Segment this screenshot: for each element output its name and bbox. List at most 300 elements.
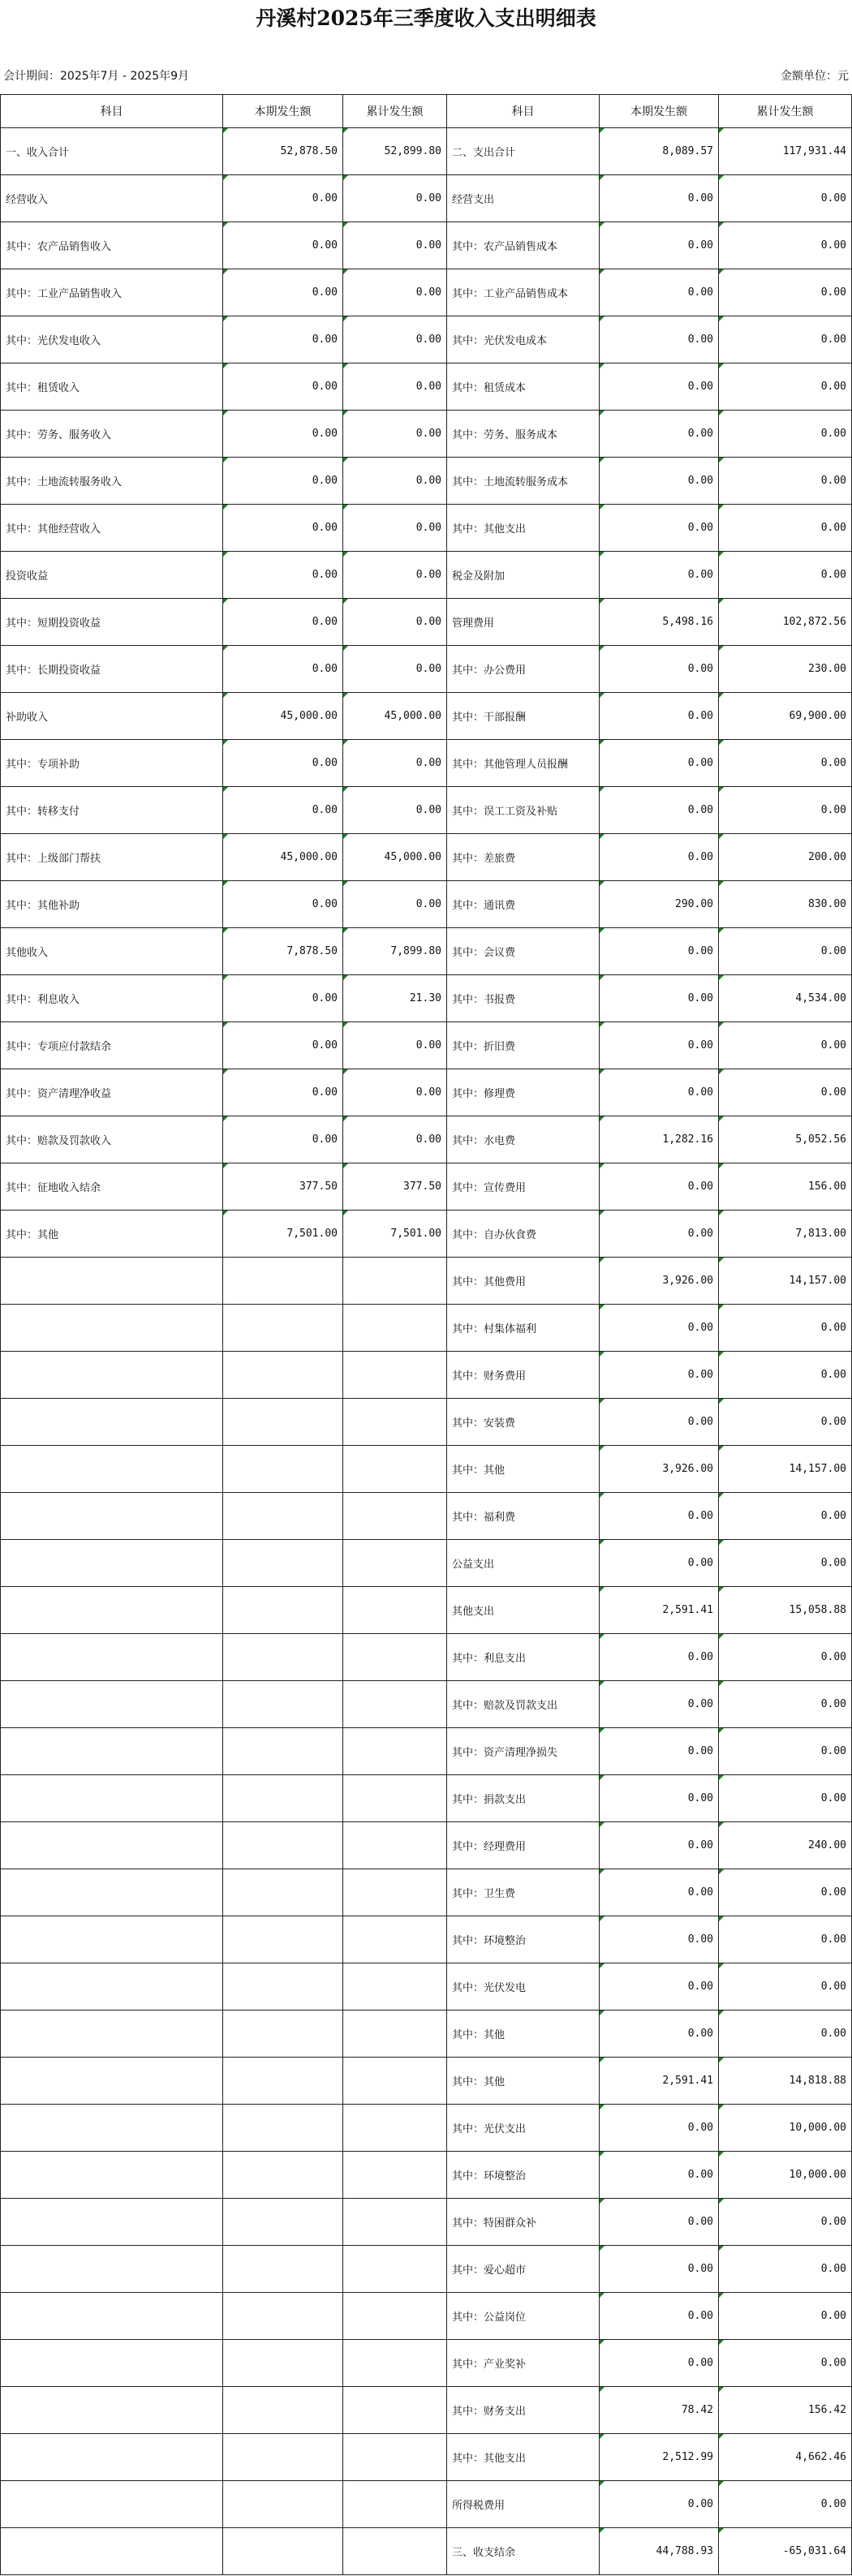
right-cumulative-amount-cell: 0.00: [719, 1728, 852, 1775]
right-subject-cell: 其中：办公费用: [447, 646, 600, 693]
table-row: [1, 1775, 852, 1822]
table-body: [1, 128, 852, 2575]
right-subject-cell: 其中：宣传费用: [447, 1163, 600, 1211]
right-current-amount-cell: 0.00: [600, 1775, 719, 1822]
right-current-amount-cell: 0.00: [600, 552, 719, 599]
table-row: [1, 128, 852, 175]
left-current-amount-cell: 0.00: [223, 175, 343, 222]
left-current-amount-cell: 52,878.50: [223, 128, 343, 175]
table-row: [1, 646, 852, 693]
right-current-amount-cell: 0.00: [600, 975, 719, 1022]
right-cumulative-amount-cell: 0.00: [719, 1681, 852, 1728]
left-cumulative-amount-cell: [343, 1446, 447, 1493]
left-cumulative-amount-cell: [343, 2293, 447, 2340]
table-row: [1, 881, 852, 928]
right-subject-cell: 管理费用: [447, 599, 600, 646]
right-cumulative-amount-cell: 14,818.88: [719, 2058, 852, 2105]
left-cumulative-amount-cell: [343, 1305, 447, 1352]
table-row: [1, 2434, 852, 2481]
right-cumulative-amount-cell: 10,000.00: [719, 2152, 852, 2199]
table-row: [1, 458, 852, 505]
left-subject-cell: [1, 1681, 223, 1728]
left-current-amount-cell: [223, 1352, 343, 1399]
left-subject-cell: [1, 2528, 223, 2575]
right-current-amount-cell: 0.00: [600, 505, 719, 552]
left-current-amount-cell: [223, 1728, 343, 1775]
right-cumulative-amount-cell: 15,058.88: [719, 1587, 852, 1634]
left-cumulative-amount-cell: 7,899.80: [343, 928, 447, 975]
right-cumulative-amount-cell: 0.00: [719, 1869, 852, 1916]
header-cumulative-right: 累计发生额: [719, 95, 852, 128]
right-cumulative-amount-cell: 830.00: [719, 881, 852, 928]
table-row: [1, 1211, 852, 1258]
left-cumulative-amount-cell: 21.30: [343, 975, 447, 1022]
right-subject-cell: 其中：公益岗位: [447, 2293, 600, 2340]
left-current-amount-cell: [223, 2481, 343, 2528]
left-cumulative-amount-cell: 0.00: [343, 175, 447, 222]
table-row: [1, 1022, 852, 1069]
right-current-amount-cell: 0.00: [600, 458, 719, 505]
right-subject-cell: 其中：村集体福利: [447, 1305, 600, 1352]
left-cumulative-amount-cell: 45,000.00: [343, 693, 447, 740]
table-row: [1, 2481, 852, 2528]
right-cumulative-amount-cell: 117,931.44: [719, 128, 852, 175]
right-cumulative-amount-cell: 0.00: [719, 2340, 852, 2387]
left-subject-cell: 其中：短期投资收益: [1, 599, 223, 646]
right-subject-cell: 其中：土地流转服务成本: [447, 458, 600, 505]
accounting-period: 会计期间：2025年7月 - 2025年9月: [3, 70, 190, 83]
right-current-amount-cell: 3,926.00: [600, 1446, 719, 1493]
right-current-amount-cell: 2,591.41: [600, 2058, 719, 2105]
table-row: [1, 1869, 852, 1916]
left-current-amount-cell: 0.00: [223, 599, 343, 646]
left-cumulative-amount-cell: [343, 1916, 447, 1963]
left-current-amount-cell: [223, 1540, 343, 1587]
left-subject-cell: [1, 1305, 223, 1352]
right-subject-cell: 其中：差旅费: [447, 834, 600, 881]
left-subject-cell: [1, 1352, 223, 1399]
left-cumulative-amount-cell: [343, 1728, 447, 1775]
left-current-amount-cell: 0.00: [223, 1069, 343, 1116]
right-subject-cell: 其中：其他支出: [447, 2434, 600, 2481]
left-current-amount-cell: 0.00: [223, 269, 343, 316]
left-current-amount-cell: [223, 1446, 343, 1493]
left-current-amount-cell: 0.00: [223, 787, 343, 834]
left-subject-cell: 其中：专项应付款结余: [1, 1022, 223, 1069]
right-cumulative-amount-cell: 0.00: [719, 740, 852, 787]
left-subject-cell: 其他收入: [1, 928, 223, 975]
right-cumulative-amount-cell: 0.00: [719, 269, 852, 316]
left-current-amount-cell: [223, 1869, 343, 1916]
left-subject-cell: [1, 2387, 223, 2434]
right-current-amount-cell: 0.00: [600, 693, 719, 740]
header-current-right: 本期发生额: [600, 95, 719, 128]
left-subject-cell: [1, 1399, 223, 1446]
left-subject-cell: 补助收入: [1, 693, 223, 740]
right-cumulative-amount-cell: 230.00: [719, 646, 852, 693]
right-current-amount-cell: 44,788.93: [600, 2528, 719, 2575]
left-cumulative-amount-cell: [343, 2058, 447, 2105]
table-row: [1, 787, 852, 834]
left-current-amount-cell: [223, 2105, 343, 2152]
right-cumulative-amount-cell: 0.00: [719, 175, 852, 222]
left-cumulative-amount-cell: 0.00: [343, 505, 447, 552]
left-subject-cell: 其中：上级部门帮扶: [1, 834, 223, 881]
left-current-amount-cell: 0.00: [223, 975, 343, 1022]
table-row: [1, 1916, 852, 1963]
right-subject-cell: 其中：通讯费: [447, 881, 600, 928]
left-subject-cell: 其中：专项补助: [1, 740, 223, 787]
left-subject-cell: [1, 2105, 223, 2152]
left-current-amount-cell: 7,878.50: [223, 928, 343, 975]
left-cumulative-amount-cell: 0.00: [343, 646, 447, 693]
left-current-amount-cell: [223, 2152, 343, 2199]
left-current-amount-cell: [223, 1587, 343, 1634]
right-current-amount-cell: 0.00: [600, 2010, 719, 2058]
left-current-amount-cell: 45,000.00: [223, 693, 343, 740]
right-current-amount-cell: 78.42: [600, 2387, 719, 2434]
right-current-amount-cell: 0.00: [600, 2105, 719, 2152]
left-subject-cell: 其中：工业产品销售收入: [1, 269, 223, 316]
right-cumulative-amount-cell: 0.00: [719, 2199, 852, 2246]
right-cumulative-amount-cell: 5,052.56: [719, 1116, 852, 1163]
left-cumulative-amount-cell: 0.00: [343, 599, 447, 646]
left-cumulative-amount-cell: 377.50: [343, 1163, 447, 1211]
table-row: [1, 1399, 852, 1446]
table-row: [1, 552, 852, 599]
right-subject-cell: 其中：工业产品销售成本: [447, 269, 600, 316]
table-row: [1, 834, 852, 881]
right-current-amount-cell: 0.00: [600, 646, 719, 693]
right-current-amount-cell: 0.00: [600, 1869, 719, 1916]
right-current-amount-cell: 0.00: [600, 1163, 719, 1211]
table-row: [1, 2528, 852, 2575]
left-cumulative-amount-cell: [343, 1587, 447, 1634]
right-current-amount-cell: 8,089.57: [600, 128, 719, 175]
left-cumulative-amount-cell: [343, 1775, 447, 1822]
right-current-amount-cell: 0.00: [600, 2199, 719, 2246]
left-subject-cell: [1, 1822, 223, 1869]
table-row: [1, 2199, 852, 2246]
right-subject-cell: 经营支出: [447, 175, 600, 222]
table-row: [1, 2246, 852, 2293]
right-subject-cell: 其中：财务费用: [447, 1352, 600, 1399]
left-subject-cell: 其中：资产清理净收益: [1, 1069, 223, 1116]
left-cumulative-amount-cell: 0.00: [343, 787, 447, 834]
left-current-amount-cell: [223, 1493, 343, 1540]
right-cumulative-amount-cell: 0.00: [719, 1916, 852, 1963]
right-current-amount-cell: 0.00: [600, 1681, 719, 1728]
right-current-amount-cell: 0.00: [600, 2340, 719, 2387]
left-subject-cell: 其中：租赁收入: [1, 363, 223, 411]
left-subject-cell: 其中：其他经营收入: [1, 505, 223, 552]
right-current-amount-cell: 290.00: [600, 881, 719, 928]
left-cumulative-amount-cell: 0.00: [343, 552, 447, 599]
right-current-amount-cell: 0.00: [600, 2293, 719, 2340]
left-current-amount-cell: 0.00: [223, 740, 343, 787]
left-current-amount-cell: 0.00: [223, 458, 343, 505]
left-cumulative-amount-cell: [343, 1869, 447, 1916]
right-subject-cell: 其中：水电费: [447, 1116, 600, 1163]
right-cumulative-amount-cell: 102,872.56: [719, 599, 852, 646]
table-row: [1, 1163, 852, 1211]
left-current-amount-cell: 0.00: [223, 411, 343, 458]
left-current-amount-cell: [223, 1634, 343, 1681]
left-current-amount-cell: 377.50: [223, 1163, 343, 1211]
right-current-amount-cell: 0.00: [600, 1069, 719, 1116]
right-cumulative-amount-cell: 0.00: [719, 458, 852, 505]
left-current-amount-cell: [223, 1775, 343, 1822]
left-cumulative-amount-cell: [343, 2010, 447, 2058]
table-row: [1, 1587, 852, 1634]
right-current-amount-cell: 0.00: [600, 834, 719, 881]
right-subject-cell: 其中：其他: [447, 2058, 600, 2105]
left-current-amount-cell: [223, 1916, 343, 1963]
right-subject-cell: 其中：卫生费: [447, 1869, 600, 1916]
right-current-amount-cell: 0.00: [600, 2152, 719, 2199]
right-current-amount-cell: 0.00: [600, 316, 719, 363]
right-cumulative-amount-cell: 240.00: [719, 1822, 852, 1869]
left-cumulative-amount-cell: 52,899.80: [343, 128, 447, 175]
left-subject-cell: 其中：其他补助: [1, 881, 223, 928]
right-current-amount-cell: 0.00: [600, 2481, 719, 2528]
left-current-amount-cell: 45,000.00: [223, 834, 343, 881]
right-subject-cell: 其中：光伏发电: [447, 1963, 600, 2010]
table-row: [1, 2340, 852, 2387]
left-cumulative-amount-cell: [343, 2387, 447, 2434]
left-subject-cell: [1, 1963, 223, 2010]
right-cumulative-amount-cell: 0.00: [719, 2293, 852, 2340]
left-subject-cell: [1, 1446, 223, 1493]
left-cumulative-amount-cell: 0.00: [343, 411, 447, 458]
left-cumulative-amount-cell: 0.00: [343, 363, 447, 411]
left-cumulative-amount-cell: [343, 1493, 447, 1540]
right-cumulative-amount-cell: 0.00: [719, 1634, 852, 1681]
right-subject-cell: 其中：资产清理净损失: [447, 1728, 600, 1775]
right-current-amount-cell: 0.00: [600, 411, 719, 458]
right-current-amount-cell: 0.00: [600, 1822, 719, 1869]
right-subject-cell: 其中：其他管理人员报酬: [447, 740, 600, 787]
right-subject-cell: 其中：产业奖补: [447, 2340, 600, 2387]
right-cumulative-amount-cell: 0.00: [719, 1540, 852, 1587]
left-current-amount-cell: [223, 1258, 343, 1305]
left-current-amount-cell: 0.00: [223, 363, 343, 411]
table-row: [1, 2152, 852, 2199]
table-row: [1, 1446, 852, 1493]
right-subject-cell: 二、支出合计: [447, 128, 600, 175]
table-row: [1, 928, 852, 975]
right-cumulative-amount-cell: 0.00: [719, 1775, 852, 1822]
left-current-amount-cell: 0.00: [223, 881, 343, 928]
left-current-amount-cell: 0.00: [223, 1116, 343, 1163]
right-subject-cell: 所得税费用: [447, 2481, 600, 2528]
table-row: [1, 599, 852, 646]
left-current-amount-cell: 0.00: [223, 222, 343, 269]
right-current-amount-cell: 0.00: [600, 1963, 719, 2010]
right-subject-cell: 其中：其他: [447, 2010, 600, 2058]
left-subject-cell: [1, 1258, 223, 1305]
left-cumulative-amount-cell: [343, 1352, 447, 1399]
right-subject-cell: 其中：其他: [447, 1446, 600, 1493]
left-subject-cell: [1, 2481, 223, 2528]
right-current-amount-cell: 0.00: [600, 787, 719, 834]
right-subject-cell: 税金及附加: [447, 552, 600, 599]
right-subject-cell: 其中：赔款及罚款支出: [447, 1681, 600, 1728]
left-subject-cell: 其中：征地收入结余: [1, 1163, 223, 1211]
left-cumulative-amount-cell: 0.00: [343, 1069, 447, 1116]
left-cumulative-amount-cell: 0.00: [343, 458, 447, 505]
right-current-amount-cell: 0.00: [600, 1022, 719, 1069]
right-cumulative-amount-cell: 0.00: [719, 2010, 852, 2058]
right-subject-cell: 公益支出: [447, 1540, 600, 1587]
left-cumulative-amount-cell: [343, 2481, 447, 2528]
right-cumulative-amount-cell: 0.00: [719, 316, 852, 363]
left-subject-cell: 一、收入合计: [1, 128, 223, 175]
right-current-amount-cell: 0.00: [600, 1540, 719, 1587]
left-subject-cell: [1, 1869, 223, 1916]
right-cumulative-amount-cell: 0.00: [719, 2481, 852, 2528]
right-current-amount-cell: 0.00: [600, 1634, 719, 1681]
table-header-row: [1, 95, 852, 128]
left-cumulative-amount-cell: [343, 2199, 447, 2246]
right-subject-cell: 其中：干部报酬: [447, 693, 600, 740]
left-cumulative-amount-cell: [343, 1681, 447, 1728]
right-subject-cell: 其他支出: [447, 1587, 600, 1634]
right-subject-cell: 其中：捐款支出: [447, 1775, 600, 1822]
left-current-amount-cell: [223, 2293, 343, 2340]
left-subject-cell: 其中：利息收入: [1, 975, 223, 1022]
left-current-amount-cell: [223, 2340, 343, 2387]
table-row: [1, 2058, 852, 2105]
table-row: [1, 505, 852, 552]
header-current-left: 本期发生额: [223, 95, 343, 128]
report-title: 丹溪村2025年三季度收入支出明细表: [256, 6, 596, 30]
right-cumulative-amount-cell: 4,662.46: [719, 2434, 852, 2481]
right-subject-cell: 其中：光伏发电成本: [447, 316, 600, 363]
right-current-amount-cell: 2,591.41: [600, 1587, 719, 1634]
left-cumulative-amount-cell: [343, 2340, 447, 2387]
table-row: [1, 1681, 852, 1728]
table-row: [1, 1352, 852, 1399]
right-subject-cell: 其中：安装费: [447, 1399, 600, 1446]
left-subject-cell: [1, 1728, 223, 1775]
right-cumulative-amount-cell: 156.42: [719, 2387, 852, 2434]
right-current-amount-cell: 5,498.16: [600, 599, 719, 646]
right-current-amount-cell: 0.00: [600, 740, 719, 787]
left-subject-cell: 其中：长期投资收益: [1, 646, 223, 693]
right-cumulative-amount-cell: 0.00: [719, 505, 852, 552]
table-row: [1, 1540, 852, 1587]
right-cumulative-amount-cell: 0.00: [719, 1022, 852, 1069]
right-subject-cell: 其中：劳务、服务成本: [447, 411, 600, 458]
right-cumulative-amount-cell: 0.00: [719, 1069, 852, 1116]
right-subject-cell: 其中：利息支出: [447, 1634, 600, 1681]
amount-unit: 金额单位：元: [781, 70, 849, 83]
table-row: [1, 1258, 852, 1305]
left-current-amount-cell: [223, 1681, 343, 1728]
left-current-amount-cell: 0.00: [223, 316, 343, 363]
right-subject-cell: 其中：其他费用: [447, 1258, 600, 1305]
left-cumulative-amount-cell: [343, 1540, 447, 1587]
right-current-amount-cell: 1,282.16: [600, 1116, 719, 1163]
right-subject-cell: 其中：光伏支出: [447, 2105, 600, 2152]
left-subject-cell: [1, 2293, 223, 2340]
right-cumulative-amount-cell: 0.00: [719, 1493, 852, 1540]
left-subject-cell: [1, 2058, 223, 2105]
right-current-amount-cell: 0.00: [600, 222, 719, 269]
left-subject-cell: 投资收益: [1, 552, 223, 599]
left-current-amount-cell: 0.00: [223, 505, 343, 552]
left-current-amount-cell: [223, 2058, 343, 2105]
right-subject-cell: 其中：福利费: [447, 1493, 600, 1540]
right-cumulative-amount-cell: 0.00: [719, 222, 852, 269]
left-current-amount-cell: 0.00: [223, 552, 343, 599]
right-cumulative-amount-cell: 10,000.00: [719, 2105, 852, 2152]
right-cumulative-amount-cell: 0.00: [719, 552, 852, 599]
left-subject-cell: [1, 2434, 223, 2481]
left-cumulative-amount-cell: 0.00: [343, 740, 447, 787]
left-subject-cell: [1, 1916, 223, 1963]
left-subject-cell: 其中：劳务、服务收入: [1, 411, 223, 458]
right-cumulative-amount-cell: 14,157.00: [719, 1446, 852, 1493]
left-cumulative-amount-cell: 0.00: [343, 269, 447, 316]
right-cumulative-amount-cell: 156.00: [719, 1163, 852, 1211]
right-cumulative-amount-cell: 4,534.00: [719, 975, 852, 1022]
right-subject-cell: 其中：修理费: [447, 1069, 600, 1116]
left-subject-cell: [1, 2199, 223, 2246]
header-subject-left: 科目: [1, 95, 223, 128]
income-expense-table: [0, 94, 852, 2575]
right-current-amount-cell: 0.00: [600, 1305, 719, 1352]
right-cumulative-amount-cell: 0.00: [719, 1399, 852, 1446]
left-subject-cell: [1, 1634, 223, 1681]
left-cumulative-amount-cell: 0.00: [343, 1116, 447, 1163]
right-current-amount-cell: 0.00: [600, 1399, 719, 1446]
left-subject-cell: [1, 1493, 223, 1540]
table-row: [1, 1493, 852, 1540]
left-current-amount-cell: [223, 2246, 343, 2293]
table-row: [1, 2010, 852, 2058]
table-row: [1, 1116, 852, 1163]
right-cumulative-amount-cell: -65,031.64: [719, 2528, 852, 2575]
right-current-amount-cell: 0.00: [600, 928, 719, 975]
left-current-amount-cell: [223, 2434, 343, 2481]
right-current-amount-cell: 0.00: [600, 1352, 719, 1399]
right-current-amount-cell: 2,512.99: [600, 2434, 719, 2481]
left-cumulative-amount-cell: [343, 2434, 447, 2481]
right-cumulative-amount-cell: 14,157.00: [719, 1258, 852, 1305]
right-cumulative-amount-cell: 0.00: [719, 1963, 852, 2010]
left-cumulative-amount-cell: [343, 1634, 447, 1681]
table-row: [1, 975, 852, 1022]
table-row: [1, 1822, 852, 1869]
left-current-amount-cell: [223, 1305, 343, 1352]
right-cumulative-amount-cell: 0.00: [719, 411, 852, 458]
table-row: [1, 1728, 852, 1775]
right-current-amount-cell: 0.00: [600, 1493, 719, 1540]
table-row: [1, 1634, 852, 1681]
left-current-amount-cell: [223, 2387, 343, 2434]
left-current-amount-cell: 7,501.00: [223, 1211, 343, 1258]
right-subject-cell: 其中：环境整治: [447, 1916, 600, 1963]
left-current-amount-cell: 0.00: [223, 646, 343, 693]
left-current-amount-cell: [223, 2010, 343, 2058]
header-cumulative-left: 累计发生额: [343, 95, 447, 128]
left-subject-cell: [1, 2010, 223, 2058]
right-current-amount-cell: 0.00: [600, 175, 719, 222]
header-subject-right: 科目: [447, 95, 600, 128]
left-cumulative-amount-cell: 45,000.00: [343, 834, 447, 881]
